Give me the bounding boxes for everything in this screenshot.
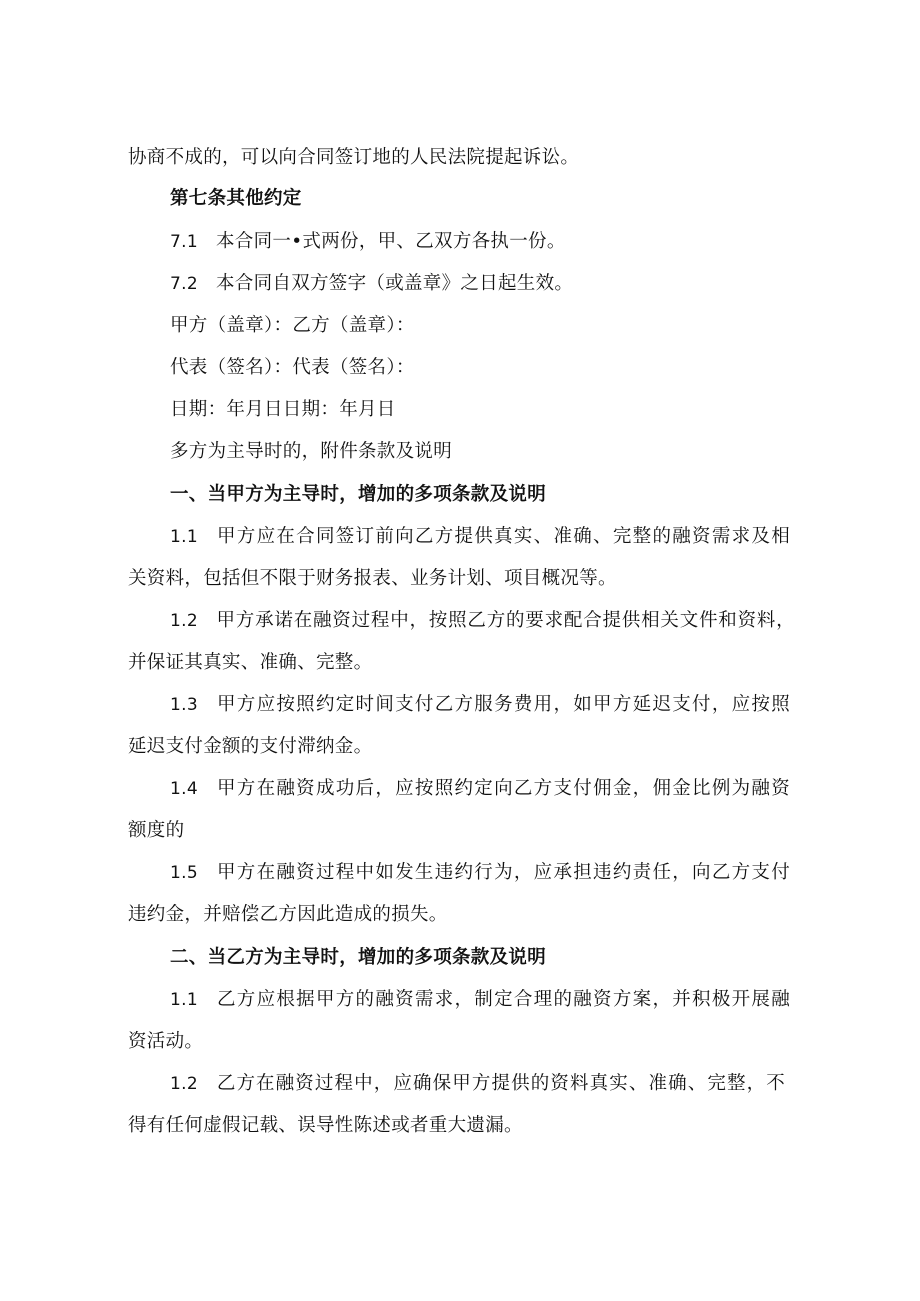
section-heading-party-b: 二、当乙方为主导时，增加的多项条款及说明 [170, 947, 547, 968]
clause-7-2 [170, 271, 573, 297]
paragraph-line: 额度的 [128, 820, 185, 841]
paragraph-line: 并保证其真实、准确、完整。 [128, 652, 373, 673]
clause-a-1-2 [170, 608, 795, 634]
clause-number: 7.1 [170, 232, 198, 252]
section-heading-article-7: 第七条其他约定 [170, 188, 302, 209]
clause-b-1-1 [170, 987, 790, 1013]
clause-text: 本合同一•式两份，甲、乙双方各执一份。 [216, 231, 566, 252]
clause-b-1-2 [170, 1071, 785, 1097]
clause-number: 1.2 [170, 1074, 198, 1094]
clause-text: 乙方应根据甲方的融资需求，制定合理的融资方案，并积极开展融 [216, 989, 790, 1010]
clause-a-1-5 [170, 860, 790, 886]
clause-number: 1.5 [170, 863, 198, 883]
paragraph-line: 关资料，包括但不限于财务报表、业务计划、项目概况等。 [128, 568, 617, 589]
clause-7-1 [170, 229, 566, 255]
paragraph-line: 协商不成的，可以向合同签订地的人民法院提起诉讼。 [128, 147, 580, 168]
clause-text: 甲方在融资成功后，应按照约定向乙方支付佣金，佣金比例为融资 [216, 778, 790, 799]
clause-number: 1.3 [170, 695, 198, 715]
clause-a-1-1 [170, 524, 790, 550]
seal-line: 甲方（盖章）：乙方（盖章）： [170, 315, 415, 336]
paragraph-line: 违约金，并赔偿乙方因此造成的损失。 [128, 904, 448, 925]
paragraph-line: 资活动。 [128, 1031, 204, 1052]
clause-text: 甲方承诺在融资过程中，按照乙方的要求配合提供相关文件和资料， [216, 610, 795, 631]
clause-text: 甲方在融资过程中如发生违约行为，应承担违约责任，向乙方支付 [216, 862, 790, 883]
signature-line: 代表（签名）：代表（签名）： [170, 357, 415, 378]
clause-a-1-4 [170, 776, 790, 802]
paragraph-line: 得有任何虚假记载、误导性陈述或者重大遗漏。 [128, 1115, 523, 1136]
clause-a-1-3 [170, 692, 790, 718]
appendix-intro: 多方为主导时的，附件条款及说明 [170, 441, 453, 462]
clause-number: 1.2 [170, 611, 198, 631]
clause-number: 1.1 [170, 990, 198, 1010]
clause-text: 本合同自双方签字（或盖章》之日起生效。 [216, 273, 574, 294]
section-heading-party-a: 一、当甲方为主导时，增加的多项条款及说明 [170, 484, 547, 505]
clause-number: 1.4 [170, 779, 198, 799]
paragraph-line: 延迟支付金额的支付滞纳金。 [128, 736, 373, 757]
clause-text: 乙方在融资过程中，应确保甲方提供的资料真实、准确、完整，不 [216, 1073, 785, 1094]
clause-text: 甲方应按照约定时间支付乙方服务费用，如甲方延迟支付，应按照 [216, 694, 790, 715]
clause-number: 7.2 [170, 274, 198, 294]
clause-number: 1.1 [170, 527, 198, 547]
clause-text: 甲方应在合同签订前向乙方提供真实、准确、完整的融资需求及相 [216, 526, 790, 547]
date-line: 日期：年月日日期：年月日 [170, 399, 396, 420]
